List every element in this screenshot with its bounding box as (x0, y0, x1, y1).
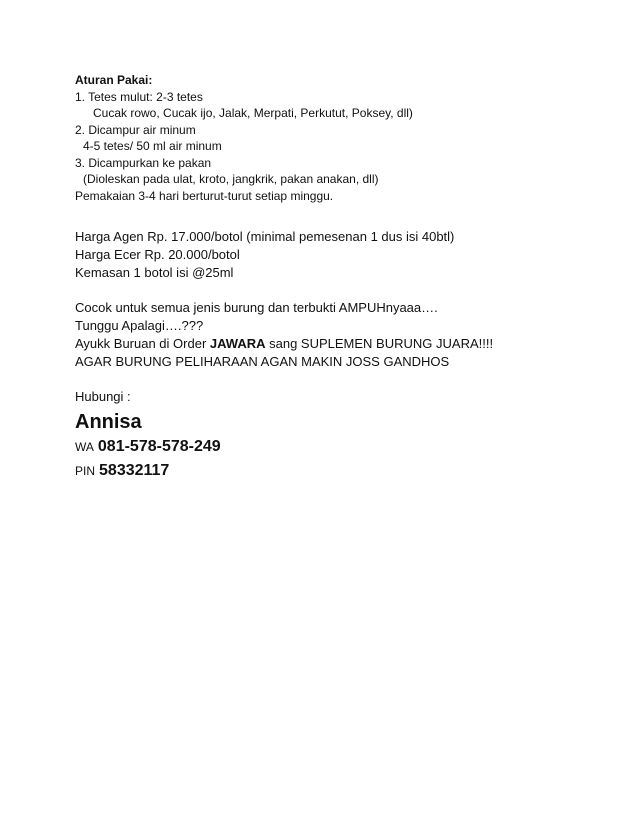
price-line-agent: Harga Agen Rp. 17.000/botol (minimal pemesenan 1 dus isi 40btl) (75, 229, 455, 244)
promo-line-3 (75, 335, 595, 353)
promo-line-2: Tunggu Apalagi….??? (75, 318, 204, 333)
contact-name: Annisa (75, 411, 142, 433)
promo-line-4: AGAR BURUNG PELIHARAAN AGAN MAKIN JOSS GANDHOS (75, 354, 450, 369)
wa-label: WA (75, 440, 94, 454)
promo-line-3-post: sang SUPLEMEN BURUNG JUARA!!!! (265, 336, 494, 351)
pin-label: PIN (75, 464, 96, 478)
wa-contact (75, 435, 595, 459)
wa-number: 081-578-578-249 (97, 438, 221, 455)
usage-line-5: 3. Dicampurkan ke pakan (75, 155, 212, 170)
pin-number: 58332117 (99, 462, 170, 479)
pin-contact (75, 459, 595, 483)
brand-name: JAWARA (209, 336, 266, 351)
usage-heading: Aturan Pakai: (75, 73, 153, 87)
spacer (75, 204, 595, 228)
promo-line-3-pre: Ayukk Buruan di Order (75, 336, 210, 351)
usage-line-2: Cucak rowo, Cucak ijo, Jalak, Merpati, Perkutut, Poksey, dll) (93, 106, 413, 120)
document-content (75, 72, 595, 483)
spacer (75, 371, 595, 388)
usage-line-1: 1. Tetes mulut: 2-3 tetes (75, 89, 203, 104)
usage-line-4: 4-5 tetes/ 50 ml air minum (83, 139, 222, 153)
promo-line-1: Cocok untuk semua jenis burung dan terbukti AMPUHnyaaa…. (75, 300, 438, 315)
price-line-retail: Harga Ecer Rp. 20.000/botol (75, 247, 240, 262)
contact-heading: Hubungi : (75, 389, 131, 404)
usage-line-6: (Dioleskan pada ulat, kroto, jangkrik, pakan anakan, dll) (83, 172, 379, 186)
spacer (75, 282, 595, 299)
usage-line-3: 2. Dicampur air minum (75, 122, 196, 137)
usage-line-7: Pemakaian 3-4 hari berturut-turut setiap minggu. (75, 188, 334, 203)
package-line: Kemasan 1 botol isi @25ml (75, 265, 234, 280)
